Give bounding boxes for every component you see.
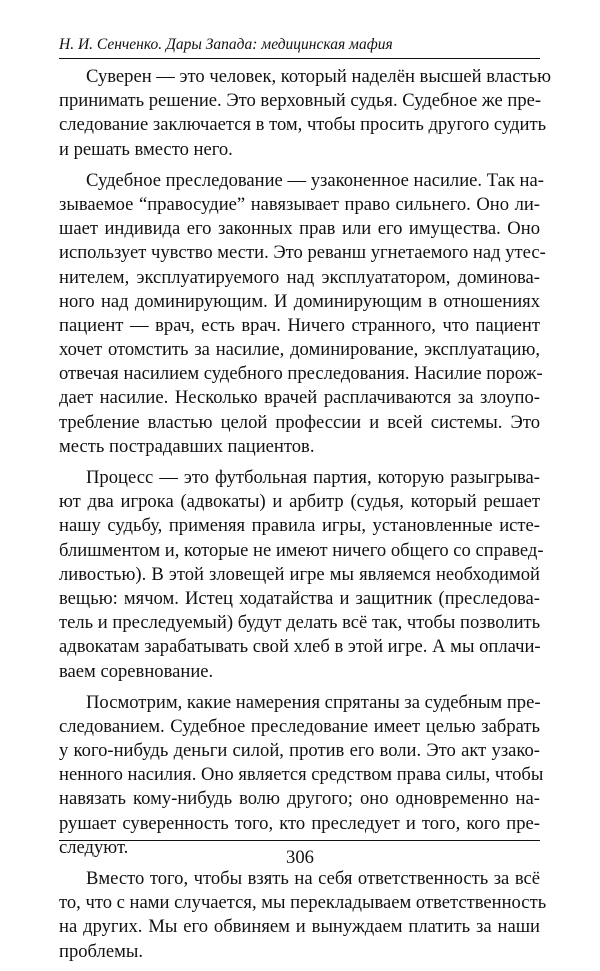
text-line: вещью: мячом. Истец ходатайства и защитник (преследова- — [59, 587, 540, 609]
text-line: навязать кому-нибудь волю другого; оно одновременно на- — [59, 788, 540, 810]
footer-rule — [59, 840, 540, 841]
text-line: следованием. Судебное преследование имеет целью забрать — [59, 715, 540, 737]
running-header: Н. И. Сенченко. Дары Запада: медицинская мафия — [59, 36, 393, 53]
text-line: рушает суверенность того, кто преследует и того, кого пре- — [59, 812, 540, 834]
text-line: хочет отомстить за насилие, доминирование, эксплуатацию, — [59, 339, 540, 361]
text-line: нителем, эксплуатируемого над эксплуататором, доминова- — [59, 266, 540, 288]
text-line: нашу судьбу, применяя правила игры, установленные исте- — [59, 515, 540, 537]
text-line: месть пострадавших пациентов. — [59, 435, 315, 457]
text-line: тель и преследуемый) будут делать всё так, чтобы позволить — [59, 612, 541, 634]
paragraph — [59, 691, 544, 860]
paragraph — [59, 65, 552, 162]
text-line: шает индивида его законных прав или его имущества. Оно — [59, 218, 540, 240]
text-line: Вместо того, чтобы взять на себя ответственность за всё — [86, 868, 540, 889]
text-line: на других. Мы его обвиняем и вынуждаем платить за наши — [59, 916, 540, 938]
text-line: ного над доминирующим. И доминирующим в отношениях — [59, 290, 540, 312]
header-rule — [59, 58, 540, 59]
paragraph — [59, 867, 547, 964]
text-line: Судебное преследование — узаконенное насилие. Так на- — [86, 169, 544, 191]
paragraph — [59, 169, 546, 459]
text-line: отвечая насилием судебного преследования. Насилие порож- — [59, 363, 543, 385]
text-line: у кого-нибудь деньги силой, против его воли. Это акт узако- — [59, 740, 540, 762]
page-body — [59, 65, 552, 971]
text-line: ют два игрока (адвокаты) и арбитр (судья, который решает — [59, 491, 540, 513]
paragraph — [59, 466, 544, 684]
text-line: Суверен — это человек, который наделён высшей властью — [86, 66, 552, 87]
text-line: дает насилие. Несколько врачей расплачиваются за злоупо- — [59, 387, 540, 409]
text-line: следуют. — [59, 836, 129, 858]
text-line: Посмотрим, какие намерения спрятаны за судебным пре- — [86, 691, 541, 713]
text-line: использует чувство мести. Это реванш угнетаемого над утес- — [59, 242, 546, 264]
page-number: 306 — [286, 847, 314, 868]
text-line: ваем соревнование. — [59, 660, 214, 682]
text-line: то, что с нами случается, мы перекладываем ответственность — [59, 892, 547, 914]
text-line: требление властью целой профессии и всей системы. Это — [59, 411, 540, 433]
text-line: и решать вместо него. — [59, 138, 233, 160]
text-line: адвокатам зарабатывать свой хлеб в этой игре. А мы оплачи- — [59, 636, 541, 658]
text-line: следование заключается в том, чтобы просить другого судить — [59, 114, 547, 136]
text-line: ненного насилия. Оно является средством права силы, чтобы — [59, 764, 544, 786]
text-line: принимать решение. Это верховный судья. Судебное же пре- — [59, 90, 542, 112]
text-line: проблемы. — [59, 940, 143, 962]
text-line: ливостью). В этой зловещей игре мы являемся необходимой — [59, 563, 540, 585]
text-line: пациент — врач, есть врач. Ничего странного, что пациент — [59, 314, 540, 336]
text-line: Процесс — это футбольная партия, которую разыгрыва- — [86, 467, 540, 488]
text-line: зываемое “правосудие” навязывает право сильнего. Оно ли- — [59, 193, 540, 215]
text-line: блишментом и, которые не имеют ничего общего со справед- — [59, 539, 544, 561]
